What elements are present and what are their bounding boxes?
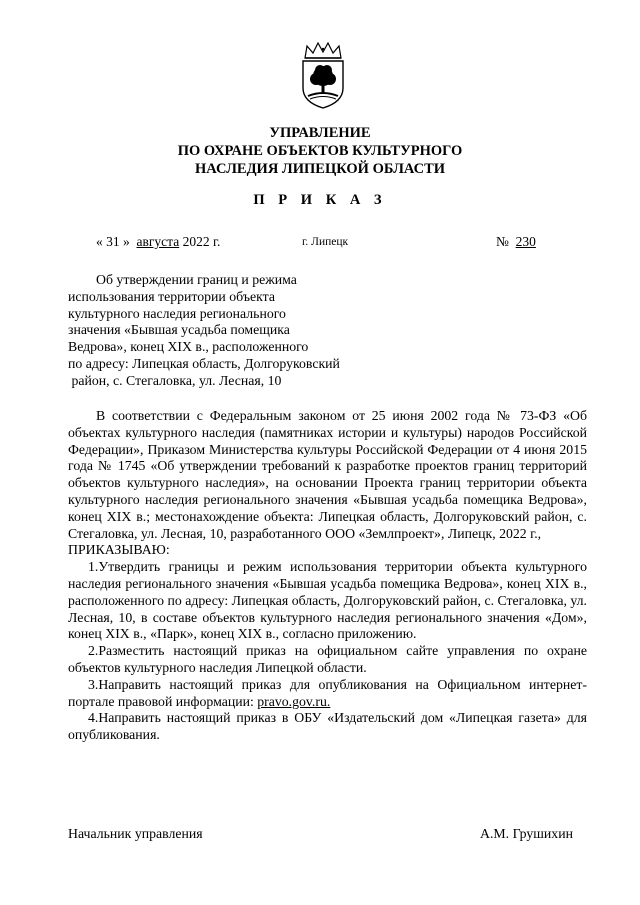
order-month: августа bbox=[136, 234, 180, 249]
organization-name bbox=[0, 124, 640, 178]
order-item-3 bbox=[68, 677, 587, 711]
subject-line: по адресу: Липецкая область, Долгоруковский bbox=[68, 355, 340, 371]
order-item-4: 4.Направить настоящий приказ в ОБУ «Издательский дом «Липецкая газета» для опубликования. bbox=[68, 710, 587, 743]
order-year: 2022 г. bbox=[182, 234, 221, 249]
pravo-link[interactable]: pravo.gov.ru. bbox=[257, 693, 331, 709]
order-date bbox=[96, 234, 220, 250]
order-title: П Р И К А З bbox=[253, 192, 387, 208]
org-line-1: УПРАВЛЕНИЕ bbox=[269, 125, 371, 141]
order-word: ПРИКАЗЫВАЮ: bbox=[68, 542, 170, 558]
order-item-1: 1.Утвердить границы и режим использования территории объекта культурного наследия регионального значения «Бывшая усадьба помещика Ведрова», конец XIX в., расположенного по адресу: Липецкая область, Долгоруковский район, с. Стегаловка, ул. Лесная, 10, в составе объектов культурного наследия регионального значения «Дом», конец XIX в., «Парк», конец XIX в., согласно приложению. bbox=[68, 559, 587, 642]
org-line-3: НАСЛЕДИЯ ЛИПЕЦКОЙ ОБЛАСТИ bbox=[194, 161, 446, 177]
subject-line: Ведрова», конец XIX в., расположенного bbox=[68, 339, 309, 355]
org-line-2: ПО ОХРАНЕ ОБЪЕКТОВ КУЛЬТУРНОГО bbox=[177, 143, 463, 159]
order-item-3-text: 3.Направить настоящий приказ для опубликования на Официальном интернет-портале правовой информации: bbox=[68, 676, 587, 709]
subject-line: Об утверждении границ и режима bbox=[96, 272, 297, 287]
order-item-2: 2.Разместить настоящий приказ на официальном сайте управления по охране объектов культурного наследия Липецкой области. bbox=[68, 643, 587, 675]
body-intro: В соответствии с Федеральным законом от 25 июня 2002 года № 73-ФЗ «Об объектах культурного наследия (памятниках истории и культуры) народов Российской Федерации», Приказом Министерства культуры Российской Федерации от 4 июня 2015 года № 1745 «Об утверждении требований к разработке проектов границ территорий объектов культурного наследия», на основании Проекта границ территории объекта культурного наследия регионального значения «Бывшая усадьба помещика Ведрова», конец XIX в.; местонахождение объекта: Липецкая область, Долгоруковский район, с. Стегаловка, ул. Лесная, 10, разработанного ООО «Землпроект», Липецк, 2022 г., bbox=[68, 408, 587, 541]
signature-position: Начальник управления bbox=[68, 826, 203, 841]
order-number bbox=[496, 234, 536, 250]
subject-line: культурного наследия регионального bbox=[68, 305, 286, 321]
subject-line: значения «Бывшая усадьба помещика bbox=[68, 322, 290, 338]
subject-line: использования территории объекта bbox=[68, 288, 275, 304]
order-city: г. Липецк bbox=[302, 236, 349, 248]
signature-name: А.М. Грушихин bbox=[480, 826, 573, 841]
order-body bbox=[68, 408, 587, 744]
order-day: « 31 » bbox=[96, 234, 130, 249]
coat-of-arms-emblem bbox=[296, 40, 350, 110]
subject-line: район, с. Стегаловка, ул. Лесная, 10 bbox=[68, 372, 282, 388]
order-subject bbox=[68, 272, 388, 390]
order-number-value: 230 bbox=[515, 234, 536, 249]
order-number-label: № bbox=[496, 234, 509, 249]
